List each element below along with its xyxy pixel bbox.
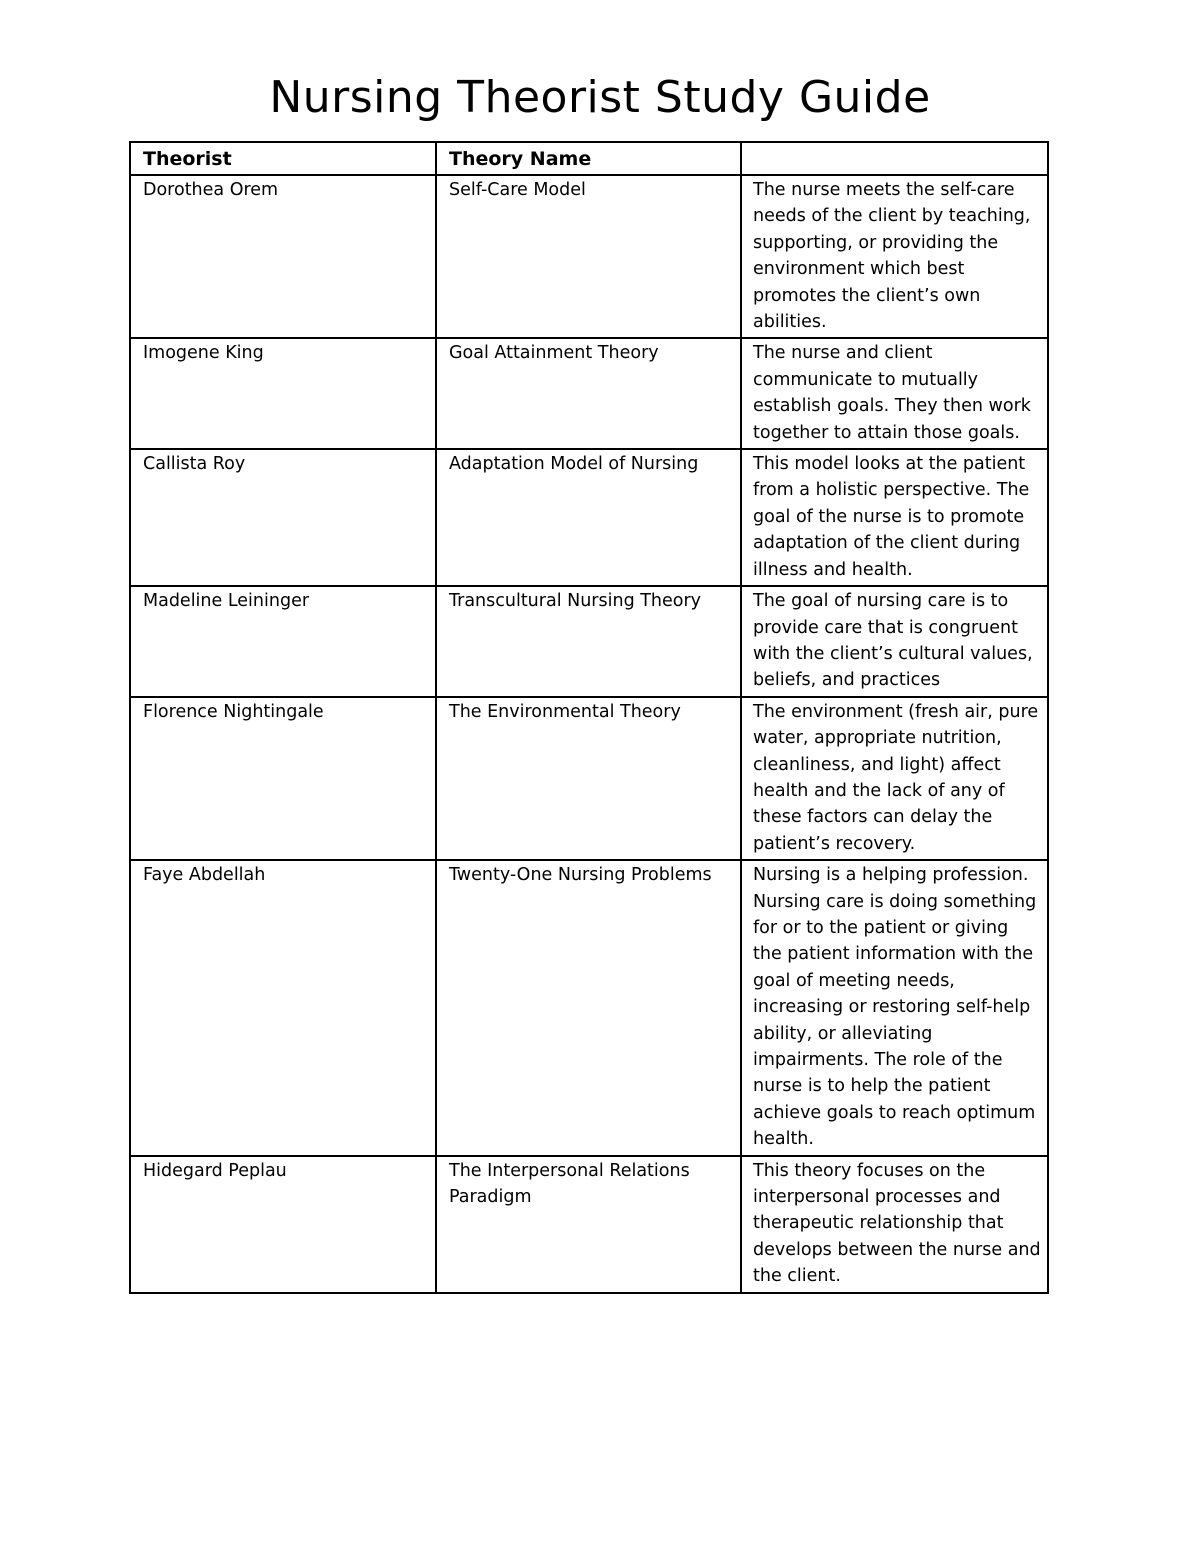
description-cell: The nurse meets the self-care needs of the client by teaching, supporting, or providing the environment which best promotes the client’s own abilities. xyxy=(741,175,1048,338)
theory-name-cell: Self-Care Model xyxy=(436,175,741,338)
table-row xyxy=(130,338,1048,449)
table-row xyxy=(130,1156,1048,1293)
theorist-cell: Dorothea Orem xyxy=(130,175,436,338)
table-header-row xyxy=(130,142,1048,175)
theorist-table xyxy=(129,141,1049,1294)
description-cell: This theory focuses on the interpersonal processes and therapeutic relationship that develops between the nurse and the client. xyxy=(741,1156,1048,1293)
description-cell: Nursing is a helping profession. Nursing care is doing something for or to the patient or giving the patient information with the goal of meeting needs, increasing or restoring self-help ability, or alleviating impairments. The role of the nurse is to help the patient achieve goals to reach optimum health. xyxy=(741,860,1048,1155)
theorist-cell: Callista Roy xyxy=(130,449,436,586)
theorist-cell: Hidegard Peplau xyxy=(130,1156,436,1293)
description-cell: The goal of nursing care is to provide care that is congruent with the client’s cultural values, beliefs, and practices xyxy=(741,586,1048,697)
description-cell: The nurse and client communicate to mutually establish goals. They then work together to attain those goals. xyxy=(741,338,1048,449)
theorist-cell: Imogene King xyxy=(130,338,436,449)
description-cell: The environment (fresh air, pure water, appropriate nutrition, cleanliness, and light) affect health and the lack of any of these factors can delay the patient’s recovery. xyxy=(741,697,1048,860)
header-theorist: Theorist xyxy=(130,142,436,175)
theory-name-cell: Adaptation Model of Nursing xyxy=(436,449,741,586)
table-row xyxy=(130,860,1048,1155)
page-title: Nursing Theorist Study Guide xyxy=(269,72,931,123)
table-row xyxy=(130,697,1048,860)
theorist-cell: Faye Abdellah xyxy=(130,860,436,1155)
description-cell: This model looks at the patient from a holistic perspective. The goal of the nurse is to promote adaptation of the client during illness and health. xyxy=(741,449,1048,586)
table-row xyxy=(130,586,1048,697)
theory-name-cell: Twenty-One Nursing Problems xyxy=(436,860,741,1155)
theory-name-cell: Goal Attainment Theory xyxy=(436,338,741,449)
header-description xyxy=(741,142,1048,175)
theory-name-cell: The Interpersonal Relations Paradigm xyxy=(436,1156,741,1293)
theory-name-cell: Transcultural Nursing Theory xyxy=(436,586,741,697)
theorist-cell: Madeline Leininger xyxy=(130,586,436,697)
theorist-cell: Florence Nightingale xyxy=(130,697,436,860)
header-theory-name: Theory Name xyxy=(436,142,741,175)
table-row xyxy=(130,449,1048,586)
table-row xyxy=(130,175,1048,338)
theory-name-cell: The Environmental Theory xyxy=(436,697,741,860)
